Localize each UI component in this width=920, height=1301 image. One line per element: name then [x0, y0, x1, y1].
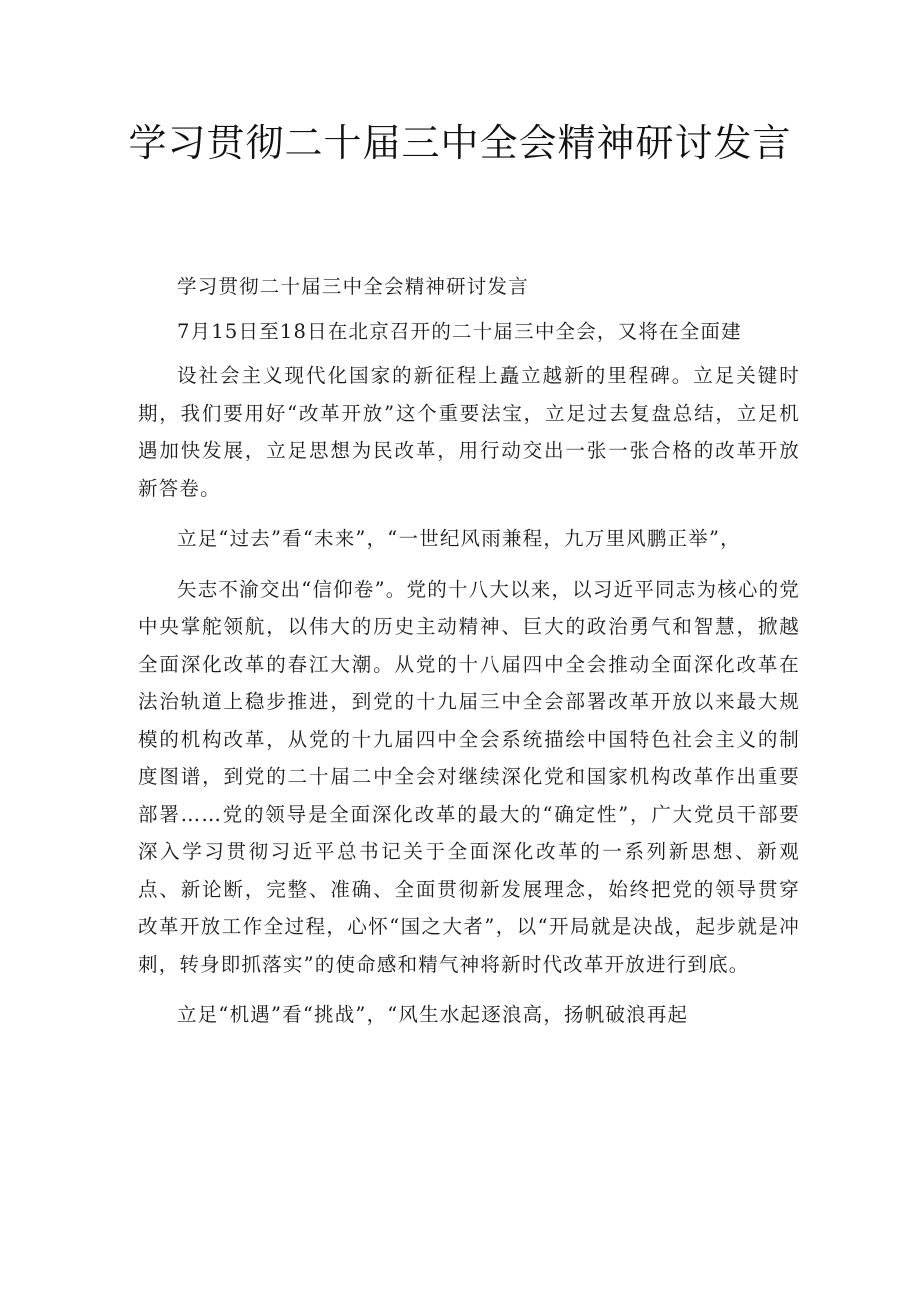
paragraph-faith: 矢志不渝交出“信仰卷”。党的十八大以来，以习近平同志为核心的党中央掌舵领航，以伟大的历史主动精神、巨大的政治勇气和智慧，掀越全面深化改革的春江大潮。从党的十八届四中全会推动全面深化改革在法治轨道上稳步推进，到党的十九届三中全会部署改革开放以来最大规模的机构改革，从党的十九届四中全会系统描绘中国特色社会主义的制度图谱，到党的二十届二中全会对继续深化党和国家机构改革作出重要部署……党的领导是全面深化改革的最大的“确定性”，广大党员干部要深入学习贯彻习近平总书记关于全面深化改革的一系列新思想、新观点、新论断，完整、准确、全面贯彻新发展理念，始终把党的领导贯穿改革开放工作全过程，心怀“国之大者”，以“开局就是决战，起步就是冲刺，转身即抓落实”的使命感和精气神将新时代改革开放进行到底。: [138, 577, 800, 976]
paragraph-past-future: 立足“过去”看“未来”，“一世纪风雨兼程，九万里风鹏正举”，: [177, 527, 741, 550]
document-title: 学习贯彻二十届三中全会精神研讨发言: [128, 121, 792, 165]
paragraph-opportunity-challenge: 立足“机遇”看“挑战”，“风生水起逐浪高，扬帆破浪再起: [177, 1003, 689, 1026]
paragraph-opening: 7月15日至18日在北京召开的二十届三中全会，又将在全面建: [177, 319, 742, 343]
paragraph-milestone: 设社会主义现代化国家的新征程上矗立越新的里程碑。立足关键时期，我们要用好“改革开放”这个重要法宝，立足过去复盘总结，立足机遇加快发展，立足思想为民改革，用行动交出一张一张合格的改革开放新答卷。: [138, 364, 800, 500]
document-body: [138, 268, 800, 1034]
paragraph-subtitle: 学习贯彻二十届三中全会精神研讨发言: [177, 275, 529, 298]
